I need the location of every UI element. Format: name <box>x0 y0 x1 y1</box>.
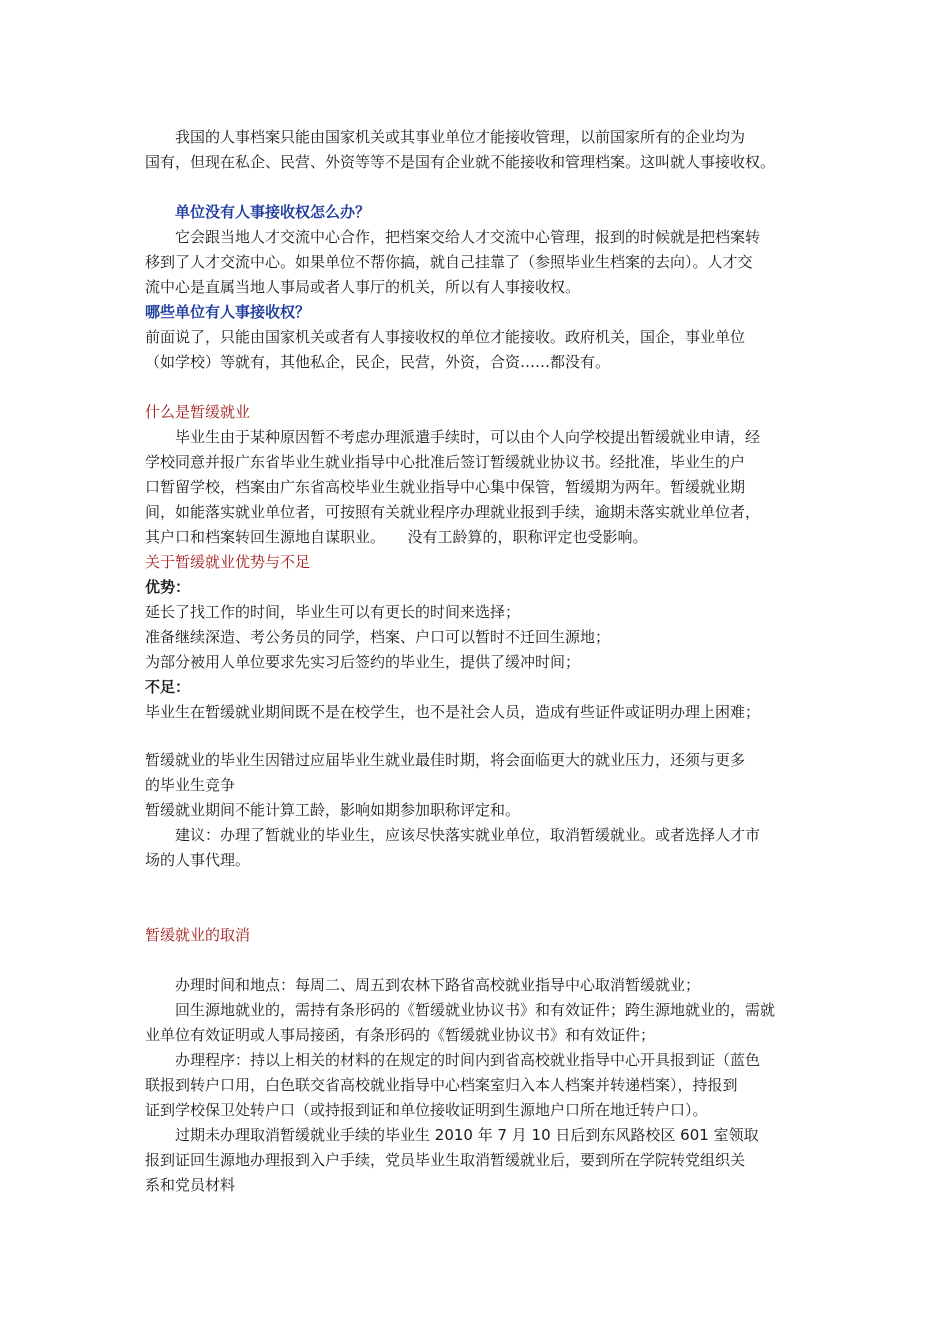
deferral-heading: 什么是暂缓就业 <box>145 403 251 421</box>
deferral-line-3: 口暂留学校，档案由广东省高校毕业生就业指导中心集中保管，暂缓期为两年。暂缓就业期 <box>145 478 746 496</box>
intro-line-1: 我国的人事档案只能由国家机关或其事业单位才能接收管理，以前国家所有的企业均为 <box>145 128 746 146</box>
q2-line-1: 前面说了，只能由国家机关或者有人事接收权的单位才能接收。政府机关，国企，事业单位 <box>145 328 746 346</box>
cons-label: 不足： <box>145 678 191 696</box>
cancel-line-1: 办理时间和地点：每周二、周五到农林下路省高校就业指导中心取消暂缓就业； <box>145 976 701 994</box>
pros-label: 优势： <box>145 578 191 596</box>
q1-line-3: 流中心是直属当地人事局或者人事厅的机关，所以有人事接收权。 <box>145 278 581 296</box>
q1-heading: 单位没有人事接收权怎么办？ <box>145 203 371 221</box>
cancel-line-7: 过期未办理取消暂缓就业手续的毕业生 2010 年 7 月 10 日后到东风路校区 601 室领取 <box>145 1126 759 1144</box>
cancel-heading: 暂缓就业的取消 <box>145 926 251 944</box>
q2-heading: 哪些单位有人事接收权？ <box>145 303 311 321</box>
cancel-line-8: 报到证回生源地办理报到入户手续，党员毕业生取消暂缓就业后，要到所在学院转党组织关 <box>145 1151 746 1169</box>
deferral-line-1: 毕业生由于某种原因暂不考虑办理派遣手续时，可以由个人向学校提出暂缓就业申请，经 <box>145 428 761 446</box>
cancel-line-5: 联报到转户口用，白色联交省高校就业指导中心档案室归入本人档案并转递档案），持报到 <box>145 1076 738 1094</box>
deferral-line-4: 间，如能落实就业单位者，可按照有关就业程序办理就业报到手续，逾期未落实就业单位者， <box>145 503 761 521</box>
cancel-line-2: 回生源地就业的，需持有条形码的《暂缓就业协议书》和有效证件；跨生源地就业的，需就 <box>145 1001 776 1019</box>
cons-item-3: 暂缓就业期间不能计算工龄，影响如期参加职称评定和。 <box>145 801 521 819</box>
pros-item-3: 为部分被用人单位要求先实习后签约的毕业生，提供了缓冲时间； <box>145 653 581 671</box>
cancel-line-4: 办理程序：持以上相关的材料的在规定的时间内到省高校就业指导中心开具报到证（蓝色 <box>145 1051 761 1069</box>
intro-line-2: 国有，但现在私企、民营、外资等等不是国有企业就不能接收和管理档案。这叫就人事接收权。 <box>145 153 776 171</box>
q2-line-2: （如学校）等就有，其他私企，民企，民营，外资，合资……都没有。 <box>145 353 611 371</box>
pros-cons-heading: 关于暂缓就业优势与不足 <box>145 553 311 571</box>
deferral-line-2: 学校同意并报广东省毕业生就业指导中心批准后签订暂缓就业协议书。经批准，毕业生的户 <box>145 453 746 471</box>
cons-item-2-line-2: 的毕业生竞争 <box>145 776 236 794</box>
q1-line-1: 它会跟当地人才交流中心合作，把档案交给人才交流中心管理，报到的时候就是把档案转 <box>145 228 761 246</box>
advice-line-1: 建议：办理了暂就业的毕业生，应该尽快落实就业单位，取消暂缓就业。或者选择人才市 <box>145 826 761 844</box>
pros-item-2: 准备继续深造、考公务员的同学，档案、户口可以暂时不迁回生源地； <box>145 628 611 646</box>
deferral-line-5: 其户口和档案转回生源地自谋职业。 没有工龄算的，职称评定也受影响。 <box>145 528 648 546</box>
cancel-line-6: 证到学校保卫处转户口（或持报到证和单位接收证明到生源地户口所在地迁转户口）。 <box>145 1101 708 1119</box>
pros-item-1: 延长了找工作的时间，毕业生可以有更长的时间来选择； <box>145 603 521 621</box>
cancel-line-3: 业单位有效证明或人事局接函，有条形码的《暂缓就业协议书》和有效证件； <box>145 1026 656 1044</box>
cancel-line-9: 系和党员材料 <box>145 1176 236 1194</box>
advice-line-2: 场的人事代理。 <box>145 851 251 869</box>
cons-item-2-line-1: 暂缓就业的毕业生因错过应届毕业生就业最佳时期，将会面临更大的就业压力，还须与更多 <box>145 751 746 769</box>
cons-item-1: 毕业生在暂缓就业期间既不是在校学生，也不是社会人员，造成有些证件或证明办理上困难； <box>145 703 761 721</box>
q1-line-2: 移到了人才交流中心。如果单位不帮你搞，就自己挂靠了（参照毕业生档案的去向）。人才交 <box>145 253 753 271</box>
